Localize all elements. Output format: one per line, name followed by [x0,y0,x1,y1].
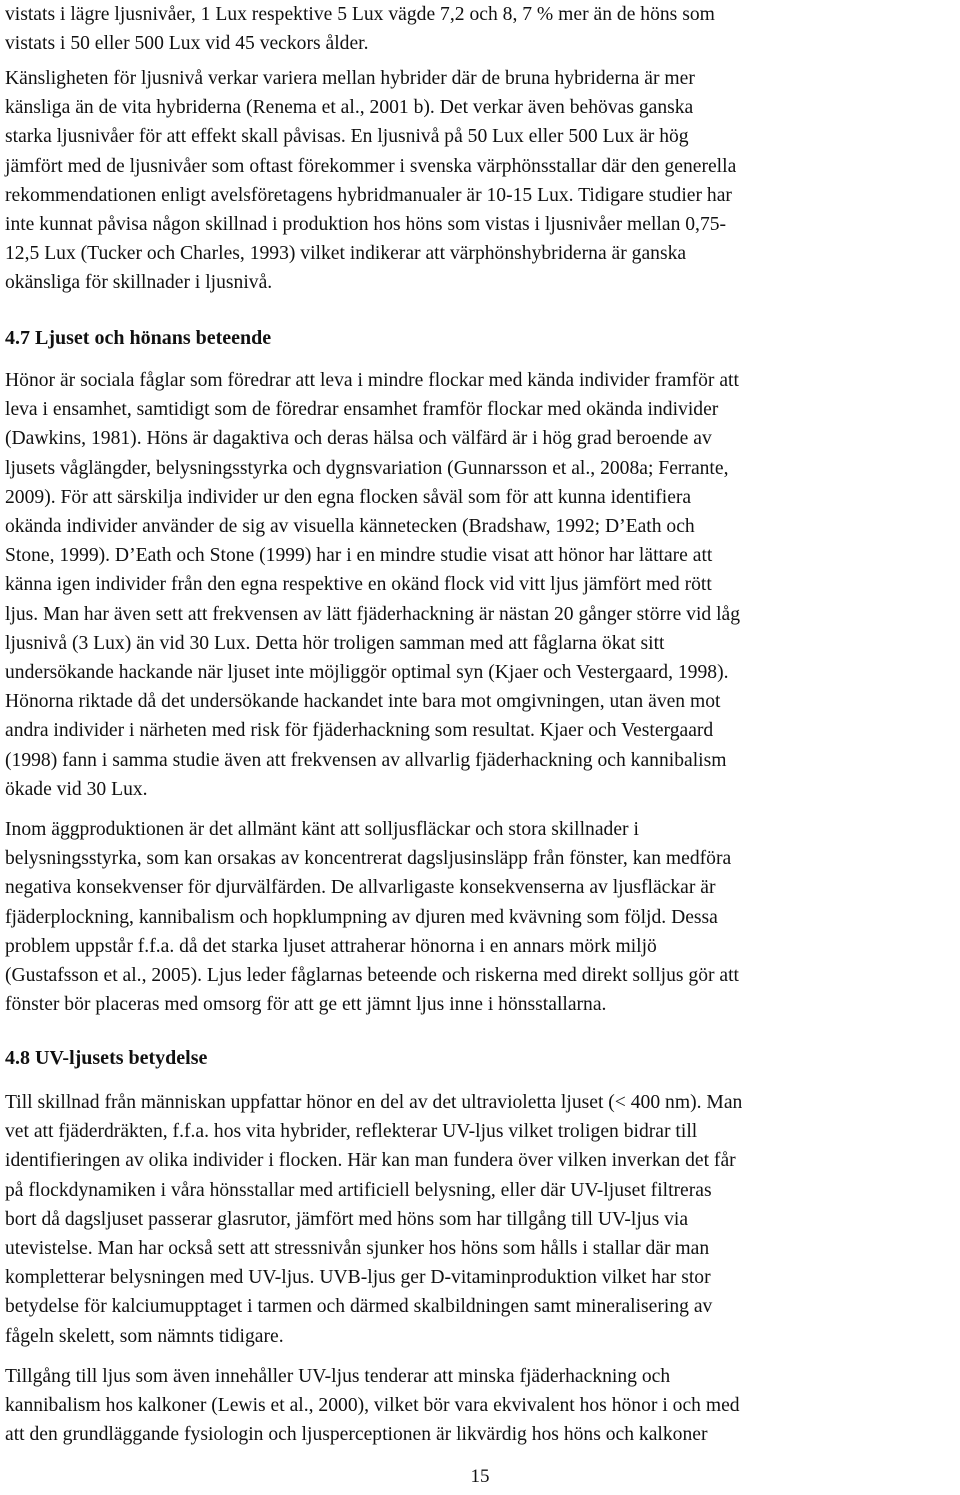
paragraph-light-level-weight [5,0,960,58]
text-line: belysningsstyrka, som kan orsakas av koncentrerat dagsljusinsläpp från fönster, kan medföra [5,848,732,870]
text-line: 12,5 Lux (Tucker och Charles, 1993) vilket indikerar att värphönshybriderna är ganska [5,243,687,265]
text-line: starka ljusnivåer för att effekt skall påvisas. En ljusnivå på 50 Lux eller 500 Lux är hög [5,126,689,148]
text-line: Till skillnad från människan uppfattar hönor en del av det ultravioletta ljuset (< 400 nm). Man [5,1092,743,1113]
paragraph-hybrid-sensitivity [5,64,960,298]
page-number: 15 [470,1466,490,1487]
text-line: betydelse för kalciumupptaget i tarmen och därmed skalbildningen samt mineralisering av [5,1296,713,1318]
text-line: leva i ensamhet, samtidigt som de föredrar ensamhet framför flockar med okända individer [5,399,719,421]
text-line: vistats i lägre ljusnivåer, 1 Lux respektive 5 Lux vägde 7,2 och 8, 7 % mer än de höns som [5,4,715,25]
text-line: ljus. Man har även sett att frekvensen av lätt fjäderhackning är nästan 20 gånger större vid låg [5,603,741,625]
text-line: Tillgång till ljus som även innehåller UV-ljus tenderar att minska fjäderhackning och [5,1366,671,1387]
text-line: Känsligheten för ljusnivå verkar variera mellan hybrider där de bruna hybriderna är mer [5,68,695,89]
paragraph-behaviour [5,366,960,804]
text-line: problem uppstår f.f.a. då det starka ljuset attraherar hönorna i en annars mörk miljö [5,935,657,957]
text-line: på flockdynamiken i våra hönsstallar med artificiell belysning, eller där UV-ljuset filtreras [5,1179,712,1201]
paragraph-uv-light [5,1088,960,1351]
text-line: kannibalism hos kalkoner (Lewis et al., 2000), vilket bör vara ekvivalent hos hönor i och med [5,1395,740,1417]
text-line: kompletterar belysningen med UV-ljus. UVB-ljus ger D-vitaminproduktion vilket har stor [5,1267,711,1289]
text-line: vet att fjäderdräkten, f.f.a. hos vita hybrider, reflekterar UV-ljus vilket troligen bidrar till [5,1121,698,1143]
text-line: känsliga än de vita hybriderna (Renema et al., 2001 b). Det verkar även behövas ganska [5,97,694,119]
text-line: Hönor är sociala fåglar som föredrar att leva i mindre flockar med kända individer framför att [5,370,739,391]
text-line: ökade vid 30 Lux. [5,778,148,800]
text-line: utevistelse. Man har också sett att stressnivån sjunker hos höns som hålls i stallar där man [5,1238,710,1260]
text-line: 2009). För att särskilja individer ur den egna flocken såväl som för att kunna identifiera [5,486,692,508]
text-line: undersökande hackande när ljuset inte möjliggör optimal syn (Kjaer och Vestergaard, 1998). [5,662,729,684]
text-line: Stone, 1999). D’Eath och Stone (1999) har i en mindre studie visat att hönor har lättare att [5,545,713,567]
text-line: rekommendationen enligt avelsföretagens hybridmanualer är 10-15 Lux. Tidigare studier har [5,184,732,206]
text-line: ljusnivå (3 Lux) än vid 30 Lux. Detta hör troligen samman med att fåglarna ökat sitt [5,632,665,654]
text-line: Inom äggproduktionen är det allmänt känt att solljusfläckar och stora skillnader i [5,819,639,840]
text-line: fönster bör placeras med omsorg för att ge ett jämnt ljus inne i hönsstallarna. [5,994,607,1016]
paragraph-egg-production [5,815,960,1019]
text-line: inte kunnat påvisa någon skillnad i produktion hos höns som vistas i ljusnivåer mellan 0,75- [5,214,727,236]
section-heading-4-7: 4.7 Ljuset och hönans beteende [5,327,272,349]
text-line: fjäderplockning, kannibalism och hopklumpning av djuren med kvävning som följd. Dessa [5,906,718,928]
text-line: vistats i 50 eller 500 Lux vid 45 veckors ålder. [5,33,369,55]
text-line: (Gustafsson et al., 2005). Ljus leder fåglarnas beteende och riskerna med direkt solljus gör att [5,965,740,987]
text-line: jämfört med de ljusnivåer som oftast förekommer i svenska värphönsstallar där den generella [5,155,737,177]
text-line: andra individer i närheten med risk för fjäderhackning som resultat. Kjaer och Vestergaard [5,720,714,742]
text-line: att den grundläggande fysiologin och ljusperceptionen är likvärdig hos höns och kalkoner [5,1424,708,1446]
section-heading-4-8: 4.8 UV-ljusets betydelse [5,1047,208,1069]
text-line: fågeln skelett, som nämnts tidigare. [5,1325,284,1347]
text-line: Hönorna riktade då det undersökande hackandet inte bara mot omgivningen, utan även mot [5,691,721,713]
text-line: ljusets våglängder, belysningsstyrka och dygnsvariation (Gunnarsson et al., 2008a; Ferrante, [5,457,729,479]
text-line: okänsliga för skillnader i ljusnivå. [5,272,273,294]
text-line: (1998) fann i samma studie även att frekvensen av allvarlig fjäderhackning och kannibalism [5,749,727,771]
text-line: negativa konsekvenser för djurvälfärden. De allvarligaste konsekvenserna av ljusfläckar är [5,877,716,899]
paragraph-turkeys [5,1362,960,1450]
text-line: bort då dagsljuset passerar glasrutor, jämfört med höns som har tillgång till UV-ljus via [5,1208,689,1230]
text-line: identifieringen av olika individer i flocken. Här kan man fundera över vilken inverkan det får [5,1150,736,1172]
text-line: känna igen individer från den egna respektive en okänd flock vid vitt ljus jämfört med rött [5,574,712,596]
text-line: okända individer använder de sig av visuella kännetecken (Bradshaw, 1992; D’Eath och [5,516,695,538]
text-line: (Dawkins, 1981). Höns är dagaktiva och deras hälsa och välfärd är i hög grad beroende av [5,428,712,450]
